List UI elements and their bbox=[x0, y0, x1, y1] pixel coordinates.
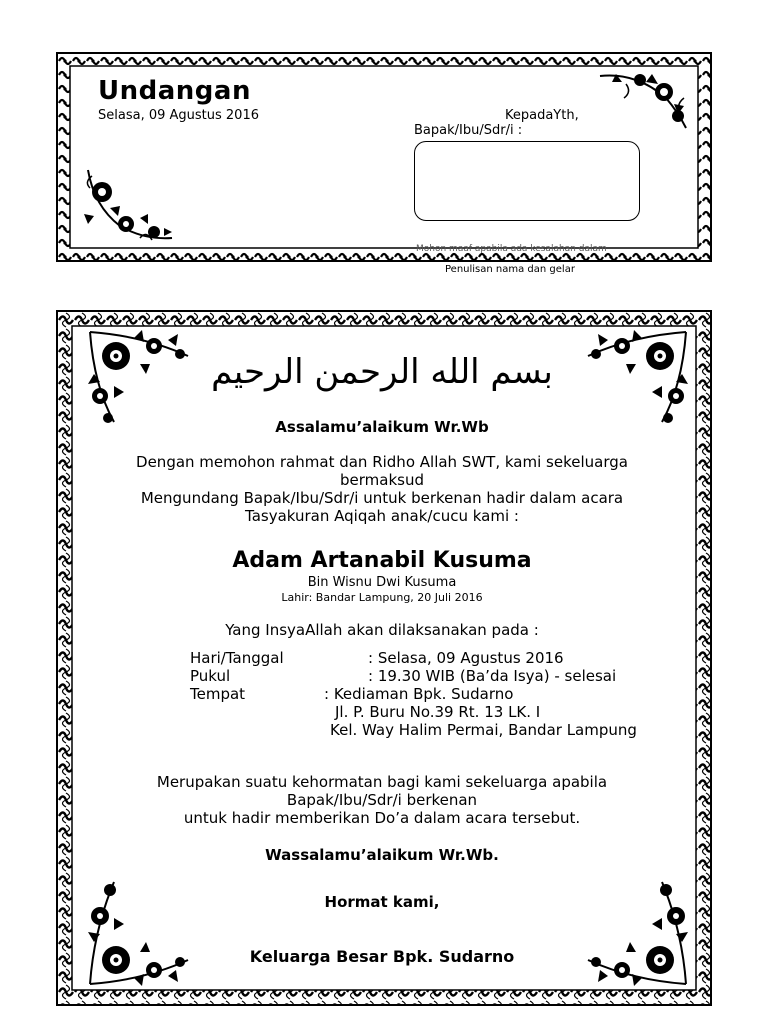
envelope-kepada-label: KepadaYth, bbox=[505, 108, 579, 123]
intro-line-3: Mengundang Bapak/Ibu/Sdr/i untuk berkenan hadir dalam acara bbox=[140, 489, 624, 507]
envelope-title: Undangan bbox=[98, 76, 251, 106]
envelope-date: Selasa, 09 Agustus 2016 bbox=[98, 108, 259, 123]
birth-info: Lahir: Bandar Lampung, 20 Juli 2016 bbox=[281, 591, 483, 604]
intro-line-1: Dengan memohon rahmat dan Ridho Allah SWT, kami sekeluarga bbox=[136, 453, 628, 471]
regards: Hormat kami, bbox=[324, 893, 440, 911]
envelope-note-faded: Mohon maaf apabila ada kesalahan dalam bbox=[416, 244, 607, 254]
detail-day-label: Hari/Tanggal bbox=[190, 649, 284, 667]
detail-time-label: Pukul bbox=[190, 667, 231, 685]
greeting: Assalamu’alaikum Wr.Wb bbox=[275, 418, 489, 436]
recipient-name-box[interactable] bbox=[414, 141, 640, 221]
detail-place-value: : Kediaman Bpk. Sudarno bbox=[324, 685, 514, 703]
signature: Keluarga Besar Bpk. Sudarno bbox=[249, 947, 515, 966]
closing-line-3: untuk hadir memberikan Do’a dalam acara tersebut. bbox=[183, 809, 581, 827]
detail-place-label: Tempat bbox=[190, 685, 246, 703]
child-name: Adam Artanabil Kusuma bbox=[232, 548, 532, 573]
detail-time-value: : 19.30 WIB (Ba’da Isya) - selesai bbox=[368, 667, 617, 685]
envelope-recipient-label: Bapak/Ibu/Sdr/i : bbox=[414, 123, 523, 138]
intro-line-2: bermaksud bbox=[340, 471, 424, 489]
detail-address-1: Jl. P. Buru No.39 Rt. 13 LK. I bbox=[335, 703, 541, 721]
intro-line-4: Tasyakuran Aqiqah anak/cucu kami : bbox=[245, 507, 519, 525]
schedule-intro: Yang InsyaAllah akan dilaksanakan pada : bbox=[225, 621, 539, 639]
farewell: Wassalamu’alaikum Wr.Wb. bbox=[265, 846, 499, 864]
detail-address-2: Kel. Way Halim Permai, Bandar Lampung bbox=[330, 721, 637, 739]
detail-day-value: : Selasa, 09 Agustus 2016 bbox=[368, 649, 564, 667]
father-name: Bin Wisnu Dwi Kusuma bbox=[307, 575, 457, 590]
closing-line-1: Merupakan suatu kehormatan bagi kami sekeluarga apabila bbox=[156, 773, 608, 791]
closing-line-2: Bapak/Ibu/Sdr/i berkenan bbox=[286, 791, 478, 809]
bismillah-calligraphy: بسم الله الرحمن الرحيم bbox=[211, 352, 553, 392]
envelope-note: Penulisan nama dan gelar bbox=[445, 264, 575, 275]
